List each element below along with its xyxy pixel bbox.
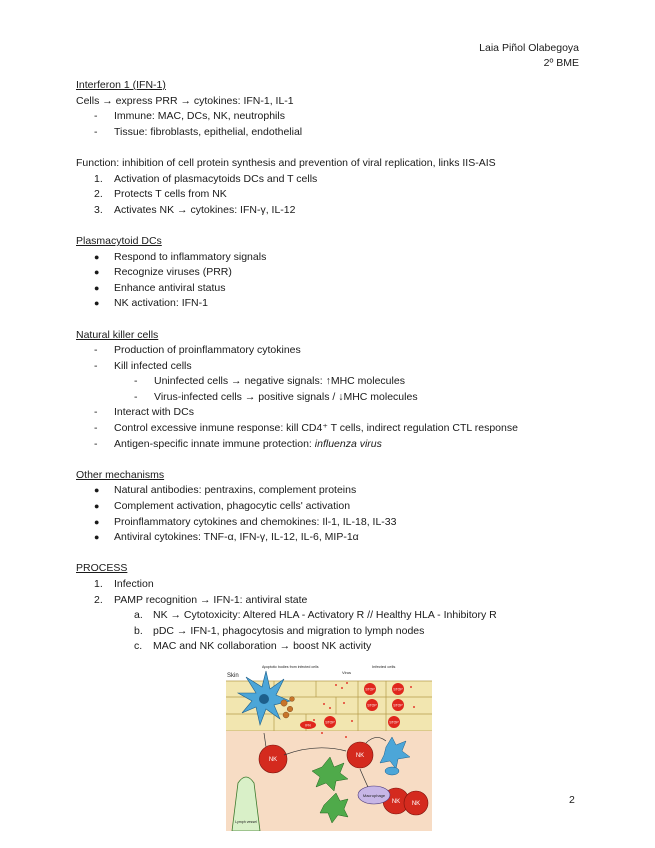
list-item: - Antigen-specific innate immune protection: influenza virus bbox=[94, 437, 382, 450]
list-item: c. MAC and NK collaboration → boost NK activity bbox=[134, 640, 372, 653]
list-item: 1. Infection bbox=[94, 578, 154, 590]
cells-line: Cells → express PRR → cytokines: IFN-1, IL-1 bbox=[76, 94, 294, 107]
function-list bbox=[76, 172, 586, 219]
svg-text:STOP: STOP bbox=[325, 720, 335, 725]
macrophage-cell bbox=[358, 786, 390, 804]
list-item: 2. PAMP recognition → IFN-1: antiviral state bbox=[94, 593, 308, 606]
list-item: 3. Activates NK → cytokines: IFN-γ, IL-12 bbox=[94, 203, 296, 216]
notes-body bbox=[76, 78, 586, 655]
page-number: 2 bbox=[569, 794, 575, 806]
svg-text:STOP: STOP bbox=[365, 687, 375, 692]
list-item: a. NK → Cytotoxicity: Altered HLA - Activatory R // Healthy HLA - Inhibitory R bbox=[134, 609, 497, 622]
svg-text:IFN: IFN bbox=[305, 723, 311, 728]
ifn-signal bbox=[300, 721, 316, 729]
nk-immune-response-figure bbox=[226, 663, 432, 831]
svg-text:STOP: STOP bbox=[393, 703, 403, 708]
list-item: - Virus-infected cells → positive signals / ↓MHC molecules bbox=[134, 390, 418, 403]
other-list bbox=[76, 483, 586, 545]
list-item: ● Antiviral cytokines: TNF-α, IFN-γ, IL-12, IL-6, MIP-1α bbox=[94, 531, 359, 544]
infected-cells-label: Infected cells bbox=[372, 664, 396, 669]
list-item: ● Natural antibodies: pentraxins, complement proteins bbox=[94, 484, 357, 497]
svg-text:STOP: STOP bbox=[367, 703, 377, 708]
list-item: 1. Activation of plasmacytoids DCs and T cells bbox=[94, 172, 318, 185]
nk-cell-bottom-2 bbox=[404, 791, 428, 815]
list-item: - Kill infected cells bbox=[94, 359, 192, 372]
svg-text:NK: NK bbox=[411, 801, 421, 807]
skin-label: Skin bbox=[227, 673, 239, 679]
list-item: 2. Protects T cells from NK bbox=[94, 188, 227, 201]
section-title-process: PROCESS bbox=[76, 562, 128, 575]
list-item: ● Complement activation, phagocytic cells' activation bbox=[94, 500, 351, 513]
svg-text:Macrophage: Macrophage bbox=[362, 793, 386, 798]
nk-list bbox=[76, 343, 586, 452]
list-item: - Tissue: fibroblasts, epithelial, endothelial bbox=[94, 125, 303, 138]
page-header bbox=[479, 41, 579, 71]
svg-text:Lymph vessel: Lymph vessel bbox=[235, 820, 257, 824]
list-item: ● Recognize viruses (PRR) bbox=[94, 266, 232, 279]
list-item: - Immune: MAC, DCs, NK, neutrophils bbox=[94, 110, 285, 123]
section-title-other: Other mechanisms bbox=[76, 468, 165, 481]
process-list bbox=[76, 577, 586, 655]
section-title-pdc: Plasmacytoid DCs bbox=[76, 234, 162, 247]
list-item: - Uninfected cells → negative signals: ↑MHC molecules bbox=[134, 375, 405, 388]
list-item: - Interact with DCs bbox=[94, 406, 194, 419]
list-item: - Production of proinflammatory cytokines bbox=[94, 344, 301, 357]
section-title-interferon: Interferon 1 (IFN-1) bbox=[76, 79, 166, 91]
nk-cell-left bbox=[259, 745, 287, 773]
function-line: Function: inhibition of cell protein synthesis and prevention of viral replication, links IIS-AIS bbox=[76, 156, 496, 169]
svg-text:STOP: STOP bbox=[393, 687, 403, 692]
virus-label: Virus bbox=[342, 670, 352, 675]
list-item: ● Respond to inflammatory signals bbox=[94, 250, 267, 263]
list-item: - Control excessive inmune response: kill CD4⁺ T cells, indirect regulation CTL response bbox=[94, 422, 518, 435]
list-item: ● NK activation: IFN-1 bbox=[94, 297, 208, 310]
nk-cell-center bbox=[347, 742, 373, 768]
list-item: ● Proinflammatory cytokines and chemokines: Il-1, IL-18, IL-33 bbox=[94, 515, 397, 528]
svg-text:STOP: STOP bbox=[389, 720, 399, 725]
svg-text:NK: NK bbox=[355, 753, 365, 759]
italic-term: influenza virus bbox=[314, 437, 382, 450]
author-name: Laia Piñol Olabegoya bbox=[479, 42, 579, 54]
course-label: 2º BME bbox=[543, 57, 579, 69]
apoptotic-label: Apoptotic bodies from infected cells bbox=[262, 665, 319, 669]
list-item: ● Enhance antiviral status bbox=[94, 281, 226, 294]
cell-type-list bbox=[76, 109, 586, 140]
svg-text:NK: NK bbox=[268, 757, 278, 763]
section-title-nk: Natural killer cells bbox=[76, 328, 159, 341]
svg-text:NK: NK bbox=[391, 799, 401, 805]
pdc-list bbox=[76, 250, 586, 312]
list-item: b. pDC → IFN-1, phagocytosis and migration to lymph nodes bbox=[134, 624, 425, 637]
